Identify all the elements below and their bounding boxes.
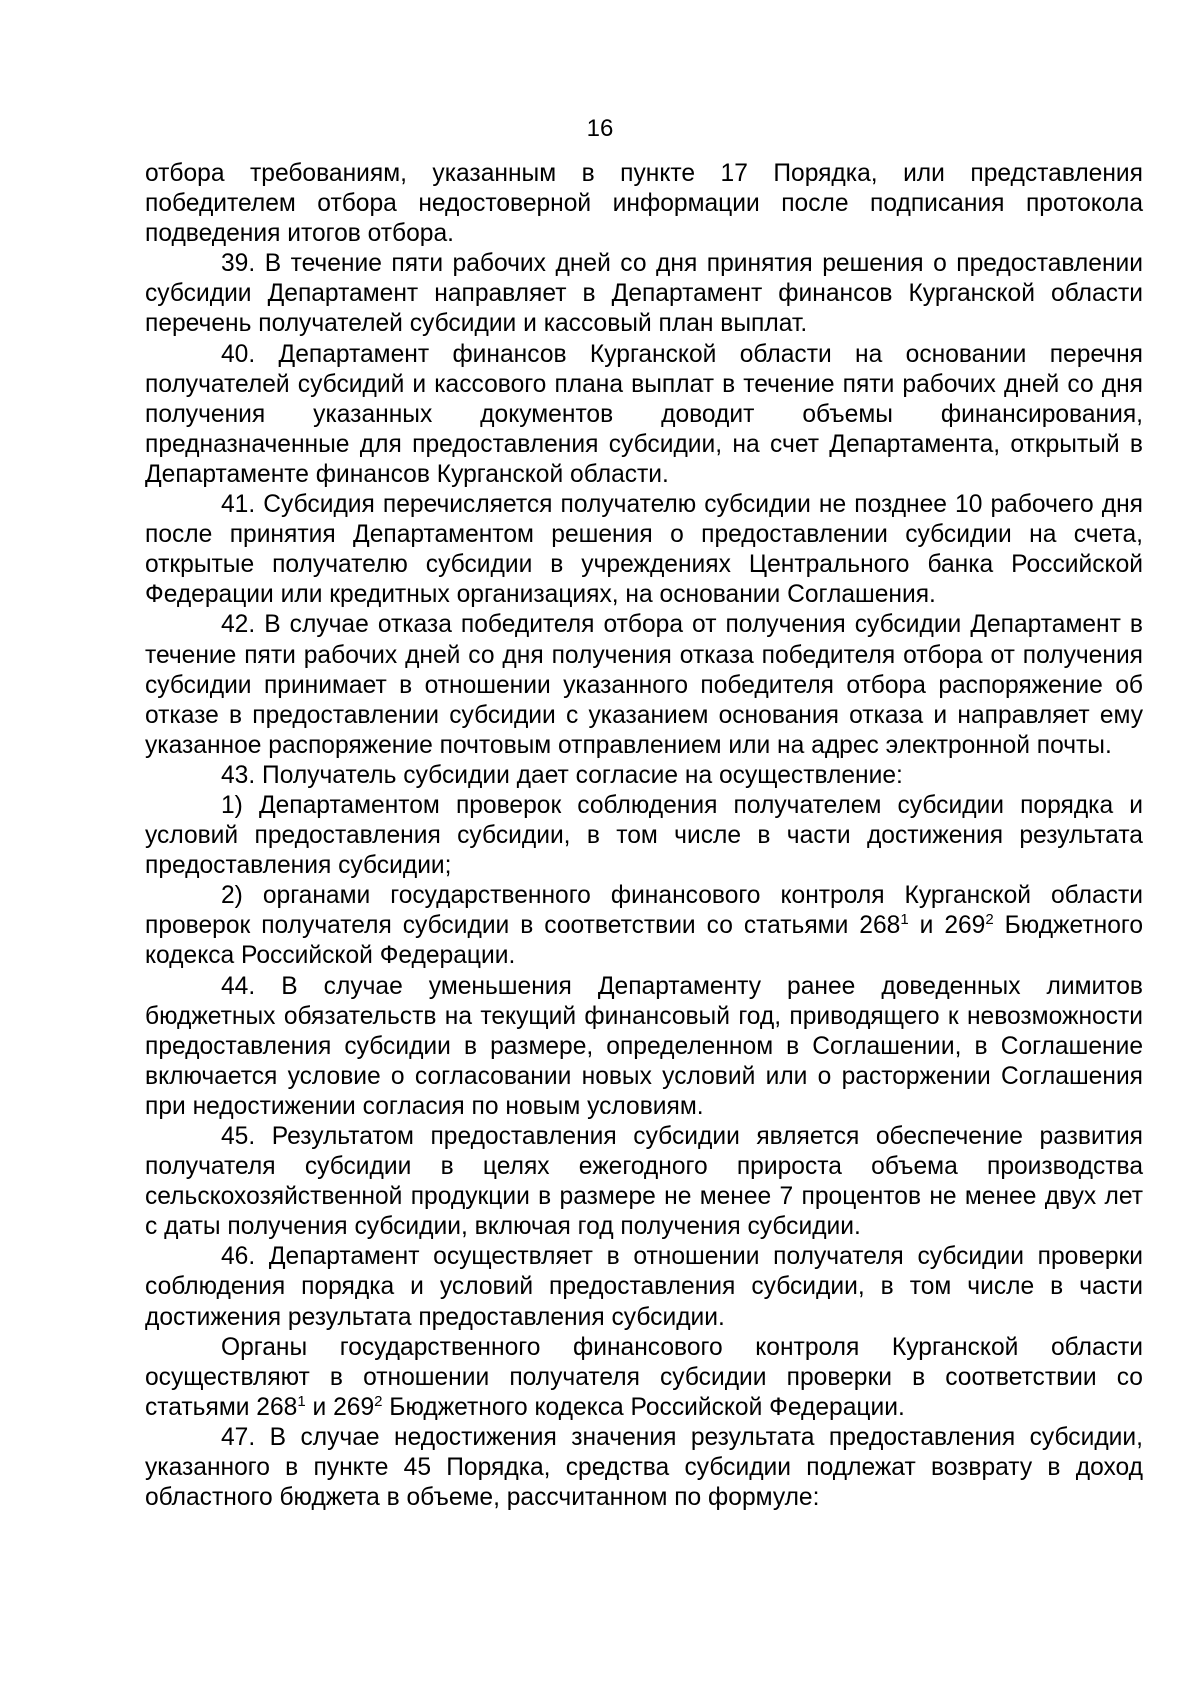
paragraph-continuation (145, 159, 1143, 249)
paragraph-46 (145, 1242, 1143, 1332)
paragraph-text-tail: Бюджетного кодекса Российской Федерации. (145, 912, 1144, 970)
subparagraph-2 (145, 881, 1143, 971)
superscript-2: 2 (985, 911, 994, 929)
paragraph-text: В случае отказа победителя отбора от получения субсидии Департамент в течение пяти рабочих дней со дня получения отказа победителя отбора от получения субсидии принимает в отношении указанного победителя отбора распоряжение об отказе в предоставлении субсидии с указанием основания отказа и направляет ему указанное распоряжение почтовым отправлением или на адрес электронной почты. (145, 611, 1143, 759)
paragraph-number: 44. (221, 972, 256, 1000)
paragraph-number: 47. (221, 1423, 256, 1451)
paragraph-text-mid: и 269 (908, 912, 986, 940)
subparagraph-1 (145, 791, 1143, 881)
paragraph-46-continuation (145, 1333, 1143, 1423)
paragraph-text: Субсидия перечисляется получателю субсидии не позднее 10 рабочего дня после принятия Департаментом решения о предоставлении субсидии на счета, открытые получателю субсидии в учреждениях Центрального банка Российской Федерации или кредитных организациях, на основании Соглашения. (145, 491, 1143, 609)
paragraph-40 (145, 340, 1143, 490)
paragraph-43 (145, 761, 1143, 791)
superscript-1: 1 (297, 1392, 306, 1410)
paragraph-44 (145, 972, 1143, 1122)
paragraph-number: 40. (221, 340, 256, 368)
paragraph-text: В случае уменьшения Департаменту ранее доведенных лимитов бюджетных обязательств на текущий финансовый год, приводящего к невозможности предоставления субсидии в размере, определенном в Соглашении, в Соглашение включается условие о согласовании новых условий или о расторжении Соглашения при недостижении согласия по новым условиям. (145, 972, 1143, 1120)
paragraph-45 (145, 1122, 1143, 1242)
paragraph-number: 46. (221, 1243, 256, 1271)
paragraph-text: В случае недостижения значения результата предоставления субсидии, указанного в пункте 45 Порядка, средства субсидии подлежат возврату в доход областного бюджета в объеме, рассчитанном по формуле: (145, 1423, 1143, 1512)
paragraph-text: Получатель субсидии дает согласие на осуществление: (255, 761, 903, 789)
paragraph-39 (145, 249, 1143, 339)
subparagraph-number: 2) (221, 882, 243, 910)
subparagraph-number: 1) (221, 791, 243, 819)
paragraph-text: отбора требованиям, указанным в пункте 17 Порядка, или представления победителем отбора недостоверной информации после подписания протокола подведения итогов отбора. (145, 160, 1143, 248)
paragraph-number: 39. (221, 250, 256, 278)
superscript-2: 2 (374, 1392, 383, 1410)
paragraph-number: 42. (221, 611, 256, 639)
paragraph-41 (145, 490, 1143, 610)
superscript-1: 1 (900, 911, 909, 929)
paragraph-text: Департамент осуществляет в отношении получателя субсидии проверки соблюдения порядка и условий предоставления субсидии, в том числе в части достижения результата предоставления субсидии. (145, 1243, 1143, 1331)
page-number: 16 (586, 115, 614, 142)
paragraph-47 (145, 1423, 1143, 1513)
paragraph-text: Департаментом проверок соблюдения получателем субсидии порядка и условий предоставления субсидии, в том числе в части достижения результата предоставления субсидии; (145, 791, 1143, 880)
paragraph-42 (145, 610, 1143, 760)
paragraph-text: Департамент финансов Курганской области на основании перечня получателей субсидий и кассового плана выплат в течение пяти рабочих дней со дня получения указанных документов доводит объемы финансирования, предназначенные для предоставления субсидии, на счет Департамента, открытый в Департаменте финансов Курганской области. (145, 340, 1143, 488)
document-body (145, 159, 1143, 1513)
paragraph-number: 43. (221, 761, 256, 789)
paragraph-number: 45. (221, 1123, 256, 1150)
paragraph-text: органами государственного финансового контроля Курганской области проверок получателя субсидии в соответствии со статьями 268 (145, 882, 1143, 940)
paragraph-text: Органы государственного финансового контроля Курганской области осуществляют в отношении получателя субсидии проверки в соответствии со статьями 268 (145, 1333, 1143, 1421)
paragraph-text-mid: и 269 (305, 1393, 375, 1421)
paragraph-text: В течение пяти рабочих дней со дня принятия решения о предоставлении субсидии Департамент направляет в Департамент финансов Курганской области перечень получателей субсидии и кассовый план выплат. (145, 250, 1143, 338)
paragraph-text: Результатом предоставления субсидии является обеспечение развития получателя субсидии в целях ежегодного прироста объема производства сельскохозяйственной продукции в размере не менее 7 процентов не менее двух лет с даты получения субсидии, включая год получения субсидии. (145, 1123, 1143, 1241)
paragraph-number: 41. (221, 491, 256, 519)
paragraph-text-tail: Бюджетного кодекса Российской Федерации. (382, 1393, 905, 1421)
